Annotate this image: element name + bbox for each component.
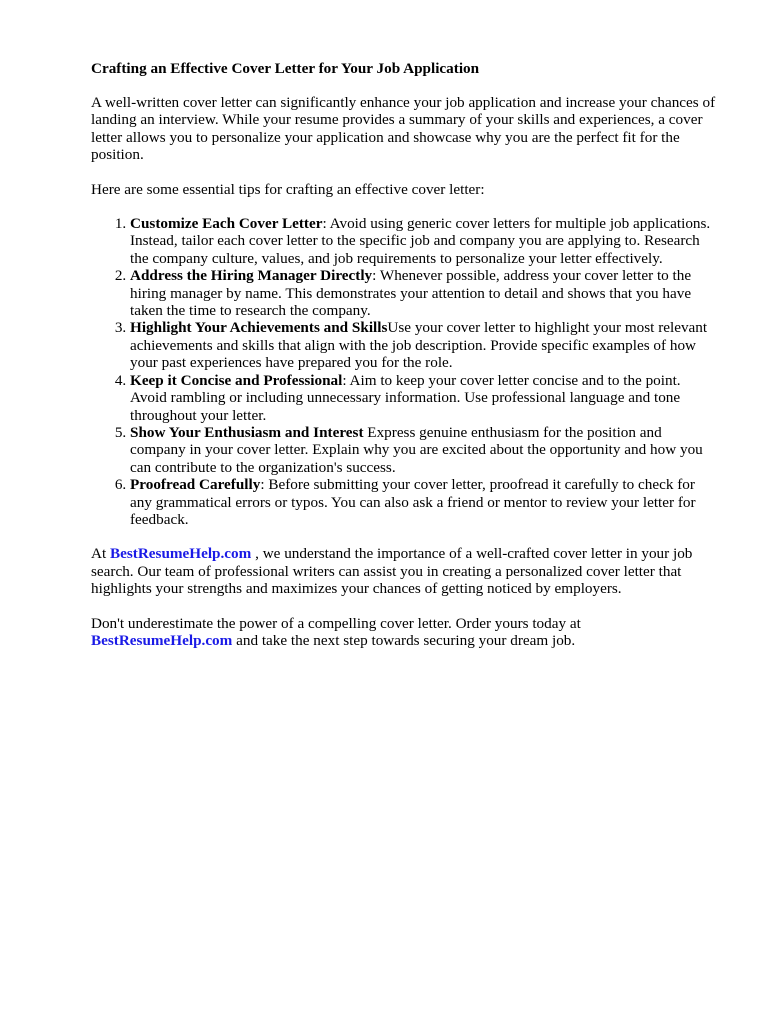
closing-2-post: and take the next step towards securing your dream job. bbox=[232, 631, 576, 649]
closing-2-pre: Don't underestimate the power of a compelling cover letter. Order yours today at bbox=[91, 614, 581, 632]
tip-item bbox=[130, 215, 719, 267]
tip-body: : Before submitting your cover letter, proofread it carefully to check for any grammatical errors or typos. You can also ask a friend or mentor to review your letter for feedback. bbox=[130, 476, 696, 528]
tip-title: Proofread Carefully bbox=[130, 476, 261, 494]
closing-1-post: , we understand the importance of a well-crafted cover letter in your job search. Our team of professional writers can assist you in creating a personalized cover letter that highlights your strengths and maximizes your chances of getting noticed by employers. bbox=[91, 545, 693, 598]
document-body bbox=[91, 60, 719, 666]
tip-title: Show Your Enthusiasm and Interest bbox=[130, 423, 364, 441]
intro-paragraph: A well-written cover letter can significantly enhance your job application and increase your chances of landing an interview. While your resume provides a summary of your skills and experiences, a cover letter allows you to personalize your application and showcase why you are the perfect fit for the position. bbox=[91, 94, 716, 164]
tip-item bbox=[130, 424, 719, 476]
tip-body: Use your cover letter to highlight your most relevant achievements and skills that align with the job description. Provide specific examples of how your past experiences have prepared you for the role. bbox=[130, 319, 708, 372]
tip-item bbox=[130, 372, 719, 424]
tip-item bbox=[130, 267, 719, 319]
tip-body: Express genuine enthusiasm for the position and company in your cover letter. Explain why you are excited about the opportunity and how you can contribute to the organization's success. bbox=[130, 423, 703, 476]
tips-lead-paragraph: Here are some essential tips for crafting an effective cover letter: bbox=[91, 180, 485, 198]
tip-body: : Whenever possible, address your cover letter to the hiring manager by name. This demonstrates your attention to detail and shows that you have taken the time to research the company. bbox=[130, 267, 692, 320]
closing-1-pre: At bbox=[91, 545, 110, 563]
bestresumehelp-link[interactable]: BestResumeHelp.com bbox=[91, 631, 233, 649]
closing-paragraph-1 bbox=[91, 545, 719, 597]
tip-body: : Avoid using generic cover letters for multiple job applications. Instead, tailor each cover letter to the specific job and company you are applying to. Research the company culture, values, and job requirements to personalize your letter effectively. bbox=[130, 215, 711, 267]
tip-item bbox=[130, 476, 719, 528]
closing-paragraph-2 bbox=[91, 615, 719, 650]
tip-title: Highlight Your Achievements and Skills bbox=[130, 319, 388, 337]
tip-title: Address the Hiring Manager Directly bbox=[130, 267, 373, 285]
tip-item bbox=[130, 319, 719, 371]
tips-list bbox=[91, 215, 719, 528]
document-title: Crafting an Effective Cover Letter for Your Job Application bbox=[91, 60, 480, 77]
tip-title: Customize Each Cover Letter bbox=[130, 215, 323, 233]
tip-body: : Aim to keep your cover letter concise and to the point. Avoid rambling or including unnecessary information. Use professional language and tone throughout your letter. bbox=[130, 371, 681, 424]
bestresumehelp-link[interactable]: BestResumeHelp.com bbox=[109, 545, 252, 563]
tip-title: Keep it Concise and Professional bbox=[130, 371, 343, 389]
